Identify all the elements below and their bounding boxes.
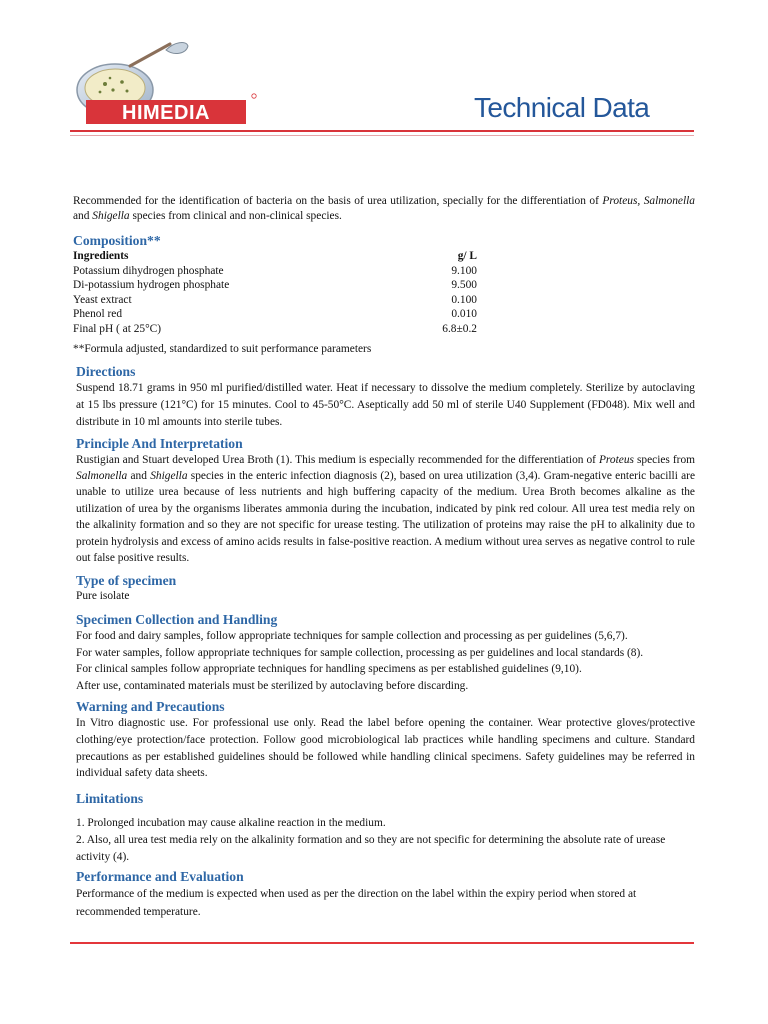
principle-heading: Principle And Interpretation [76,435,243,451]
composition-table [73,249,477,336]
intro-paragraph: Recommended for the identification of bacteria on the basis of urea utilization, specially for the differentiation of Proteus, Salmonella and Shigella species from clinical and non-clinical species. [73,195,695,222]
collection-heading: Specimen Collection and Handling [76,611,278,627]
composition-footnote: **Formula adjusted, standardized to suit performance parameters [73,343,372,355]
list-item: For food and dairy samples, follow appropriate techniques for sample collection and processing as per guidelines (5,6,7). [76,629,628,642]
list-item: 2. Also, all urea test media rely on the alkalinity formation and so they are not specific for determining the absolute rate of urease activity (4). [76,834,666,863]
list-item: For water samples, follow appropriate techniques for sample collection, processing as per guidelines and local standards (8). [76,646,644,659]
directions-heading: Directions [76,363,136,379]
specimen-type-heading: Type of specimen [76,573,177,589]
himedia-logo [70,38,270,133]
document-body [73,194,695,921]
brand-name: HIMEDIA [122,102,210,124]
page-title: Technical Data [474,92,650,123]
footer-divider [70,942,694,944]
directions-text: Suspend 18.71 grams in 950 ml purified/distilled water. Heat if necessary to dissolve the medium completely. Sterilize by autoclaving at 15 lbs pressure (121°C) for 15 minutes. Cool to 45-50°C. Aseptically add 50 ml of sterile U40 Supplement (FD048). Mix well and distribute in 10 ml amounts into sterile tubes. [76,381,695,428]
table-row: Final pH ( at 25°C) 6.8±0.2 [73,322,477,335]
list-item: After use, contaminated materials must be sterilized by autoclaving before discarding. [76,680,469,693]
warning-heading: Warning and Precautions [76,699,225,715]
list-item: 1. Prolonged incubation may cause alkaline reaction in the medium. [76,817,386,830]
specimen-type-text: Pure isolate [76,590,130,603]
performance-text: Performance of the medium is expected when used as per the direction on the label within the expiry period when stored at recommended temperature. [76,887,637,918]
header-divider-thin [70,135,694,136]
table-row: Di-potassium hydrogen phosphate 9.500 [73,279,477,291]
table-row: Phenol red 0.010 [73,308,477,320]
col-ingredients: Ingredients [73,250,129,262]
header-divider [70,130,694,132]
table-header-row [73,249,477,264]
composition-heading: Composition** [73,233,161,248]
warning-text: In Vitro diagnostic use. For professional use only. Read the label before opening the container. Wear protective gloves/protective clothing/eye protection/face protection. Follow good microbiological lab practices while handling specimens and culture. Standard precautions as per established guidelines should be followed while handling clinical specimens. Safety guidelines may be referred in individual safety data sheets. [76,717,695,780]
principle-text: Rustigian and Stuart developed Urea Broth (1). This medium is especially recommended for the differentiation of Proteus species from Salmonella and Shigella species in the enteric infection diagnosis (2), based on urea utilization (3,4). Gram-negative enteric bacilli are unable to utilize urea because of less nutrients and high buffering capacity of the medium. Urea Broth becomes alkaline as the utilization of urea by the organisms liberates ammonia during the incubation, indicated by pink red colour. All urea test media rely on the alkalinity formation and so they are not specific for urease testing. The utilization of proteins may raise the pH to alkalinity due to protein hydrolysis and excess of amino acids results in false-positive reaction. A medium without urea serves as negative control to rule out false positive results. [76,453,695,564]
table-row: Yeast extract 0.100 [73,293,477,306]
col-value: g/ L [457,250,477,262]
collection-list [73,628,695,695]
table-row: Potassium dihydrogen phosphate 9.100 [73,264,477,277]
performance-heading: Performance and Evaluation [76,868,244,884]
limitations-list [73,815,695,865]
list-item: For clinical samples follow appropriate techniques for handling specimens as per established guidelines (9,10). [76,663,582,676]
limitations-heading: Limitations [76,791,144,807]
